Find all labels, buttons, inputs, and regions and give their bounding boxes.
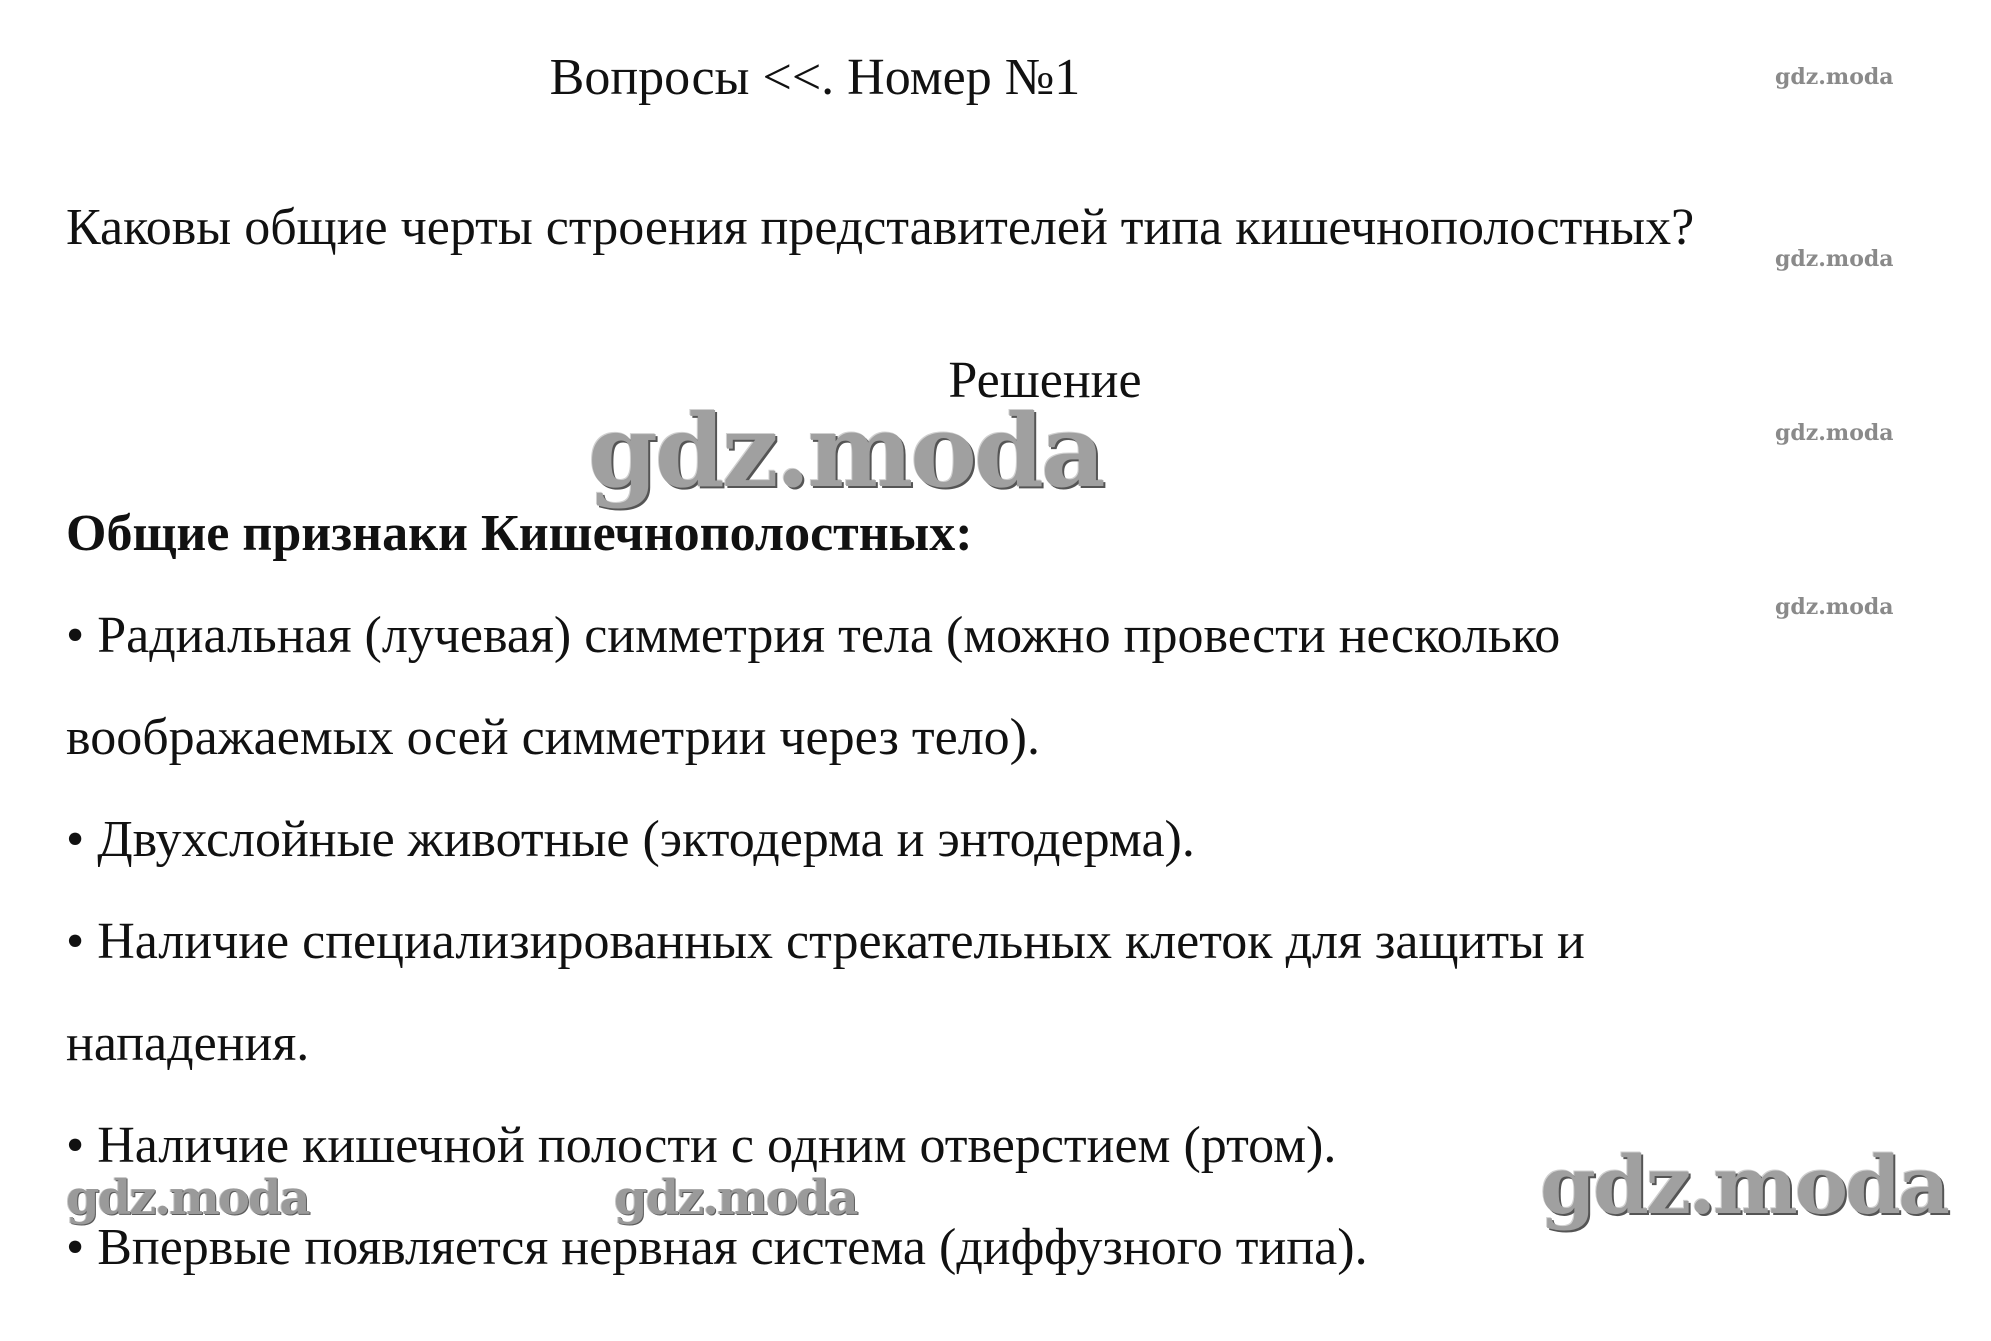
question-text: Каковы общие черты строения представителей типа кишечнополостных? (66, 199, 1695, 256)
answer-line: • Двухслойные животные (эктодерма и энтодерма). (66, 811, 1195, 868)
watermark: gdz.moda (1775, 246, 1894, 272)
answer-line: • Наличие кишечной полости с одним отверстием (ртом). (66, 1117, 1337, 1174)
watermark: gdz.moda (66, 1170, 309, 1226)
watermark: gdz.moda (588, 392, 1103, 510)
page-title: Вопросы <<. Номер №1 (549, 49, 1081, 106)
answer-heading: Общие признаки Кишечнополостных: (66, 505, 973, 562)
answer-line: • Радиальная (лучевая) симметрия тела (можно провести несколько (66, 607, 1561, 664)
solution-label: Решение (948, 352, 1142, 409)
answer-line: • Впервые появляется нервная система (диффузного типа). (66, 1219, 1368, 1276)
watermark: gdz.moda (614, 1170, 857, 1226)
answer-line: • Наличие специализированных стрекательных клеток для защиты и (66, 913, 1585, 970)
watermark: gdz.moda (1540, 1138, 1947, 1232)
watermark: gdz.moda (1775, 64, 1894, 90)
answer-line: нападения. (66, 1015, 310, 1072)
watermark: gdz.moda (1775, 594, 1894, 620)
watermark: gdz.moda (1775, 420, 1894, 446)
answer-line: воображаемых осей симметрии через тело). (66, 709, 1040, 766)
